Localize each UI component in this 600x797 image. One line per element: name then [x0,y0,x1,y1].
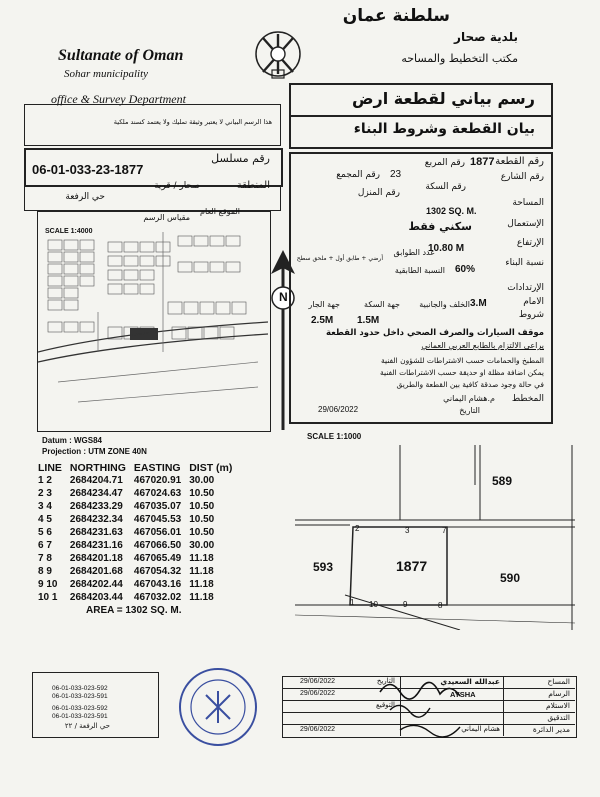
cell: 467032.02 [133,592,182,603]
projection-label: Projection [42,447,82,456]
vertex-10: 10 [369,600,378,609]
cell: 467035.07 [133,501,182,512]
cell: 2684232.34 [69,514,123,525]
ref-1: 06-01-033-023-592 [52,685,108,692]
cell: 10 1 [38,592,58,603]
alley-label: رقم السكة [425,182,466,192]
oman-emblem-icon [253,26,303,86]
vertex-7: 7 [442,526,447,535]
back-side-value: 1.5M [357,315,380,326]
planner-value: م.هشام اليماني [443,394,495,403]
cell: 2684231.63 [69,527,123,538]
subtitle: بيان القطعة وشروط البناء [353,121,535,137]
plot-no: 1877 [470,156,495,168]
plot-589: 589 [492,474,513,488]
logo-arabic-text: سلطنة عمان [342,6,450,26]
date-label-1: التاريخ [376,677,395,685]
date-3: 29/06/2022 [300,726,336,733]
front-label: الامام [523,297,544,307]
cell: 10.50 [189,527,215,538]
cell: 467066.50 [133,540,182,551]
cell: 2684203.44 [69,592,123,603]
cell: 467054.32 [133,566,182,577]
plot-590: 590 [500,571,521,585]
cell: 2684231.16 [69,540,123,551]
complex-label: رقم المجمع [336,170,380,180]
en-municipality: Sohar municipality [64,68,149,80]
surveyed-name: عبدالله السعيدي [440,677,500,686]
plot-diagram [290,445,580,630]
height-value: 10.80 M [428,243,465,254]
use-value: سكني فقط [408,220,472,233]
floors-label: عدد الطوابق [393,248,435,257]
vertex-2: 2 [355,524,360,533]
surveyed-label: المساح [547,677,570,686]
projection-value: UTM ZONE 40N [88,447,147,456]
region-label: المنطقة [236,180,270,191]
coordinate-table [34,461,236,604]
house-label: رقم المنزل [357,188,400,198]
floor-ratio-label: النسبة الطابقية [394,266,445,275]
drawn-name: AYSHA [450,690,476,699]
ar-department: مكتب التخطيط والمساحه [401,52,518,65]
cell: 11.18 [189,579,214,590]
cell: 467024.63 [133,488,182,499]
front-value: 3.M [470,298,487,309]
cell: 467045.53 [133,514,182,525]
date-1: 29/06/2022 [300,678,336,685]
table-row [34,487,236,500]
cell: 467056.01 [133,527,182,538]
en-department: office & Survey Department [51,92,186,106]
parking-note: موقف السيارات والصرف الصحي داخل حدود القطعة [325,328,544,338]
setbacks-label: الإرتدادات [507,283,544,293]
back-side-label: الخلف والجانبية [419,300,470,309]
block-label: رقم المربع [424,158,465,168]
neighbor-label: جهة الجار [308,300,340,309]
fee-label: الاستلام [545,701,570,710]
cell: 10.50 [189,514,215,525]
note-4: في حالة وجود صدقة كافية بين القطعة والطريق [396,380,544,389]
disclaimer: هذا الرسم البياني لا يعتبر وثيقة تمليك ولا يعتمد كسند ملكية [113,118,272,126]
general-location-label: الموقع العام [200,207,240,216]
height-label: الإرتفاع [516,238,544,248]
official-stamp-icon [176,665,261,750]
cell: 467043.16 [133,579,182,590]
area-value: 1302 SQ. M. [426,206,477,216]
location-map-drawing [38,212,268,429]
floors-value: أرضي + طابق أول + ملحق سطح [296,255,383,262]
cell: 11.18 [189,592,214,603]
vertex-9: 9 [403,600,408,609]
note-1: يراعى الالتزام بالطابع العربي العماني [421,341,544,350]
cell: 4 5 [38,514,52,525]
street-label: رقم الشارع [500,172,544,182]
cell: 30.00 [189,475,215,486]
cell: 11.18 [189,553,214,564]
table-row [34,526,236,539]
map-scale: SCALE 1:4000 [45,228,93,235]
cell: 6 7 [38,540,52,551]
table-row [34,474,236,487]
sign-label: التوقيع [376,701,395,709]
cell: 467020.91 [133,475,182,486]
ref-2: 06-01-033-023-591 [52,693,108,700]
date-label: التاريخ [459,406,480,415]
neighbor-value: 2.5M [311,315,334,326]
conditions-label: شروط [518,310,544,320]
cell: 1 2 [38,475,52,486]
note-3: يمكن اضافة مظلة او حديقة حسب الاشتراطات الفنية [379,368,544,377]
table-row [34,591,236,604]
datum-label: Datum [42,436,67,445]
vertex-1: 1 [350,598,355,607]
area-total: AREA = 1302 SQ. M. [86,605,182,616]
block-no: 23 [390,169,402,180]
vertex-3: 3 [405,526,410,535]
datum: Datum : WGS84 [42,436,103,445]
table-row [34,565,236,578]
col-easting: EASTING [133,461,181,474]
table-row [34,552,236,565]
drawn-label: الرسام [548,689,570,698]
checked-label: التدقيق [547,713,570,722]
title: رسم بياني لقطعة ارض [351,89,535,108]
cell: 10.50 [189,501,215,512]
cell: 2684202.44 [69,579,123,590]
plot-1877: 1877 [396,558,428,574]
ref-3: 06-01-033-023-592 [52,705,108,712]
plot-593: 593 [313,560,334,574]
alley-side-label: جهة السكة [364,300,400,309]
note-2: المطبخ والحمامات حسب الاشتراطات للشؤون الفنية [380,356,544,365]
cell: 9 10 [38,579,58,590]
cell: 3 4 [38,501,52,512]
cell: 2684201.68 [69,566,123,577]
col-northing: NORTHING [69,461,126,474]
cell: 2684201.18 [69,553,123,564]
date-value: 29/06/2022 [318,405,359,414]
vertex-8: 8 [438,601,443,610]
ar-municipality: بلدية صحار [454,30,518,44]
region-value: صحار / قرية [154,181,200,191]
quarter-value: حي الرفعة [65,192,105,202]
cell: 7 8 [38,553,52,564]
serial-label: رقم مسلسل [211,152,270,165]
ref-4: 06-01-033-023-591 [52,713,108,720]
table-row [34,500,236,513]
col-dist: DIST (m) [189,461,233,474]
plot-no-label: رقم القطعة [495,156,544,167]
ratio-value: 60% [455,264,476,275]
cell: 30.00 [189,540,215,551]
cell: 2684233.29 [69,501,123,512]
plot-scale: SCALE 1:1000 [307,432,362,441]
ref-quarter: حي الرفعة / ٢٢ [64,722,110,730]
cell: 2 3 [38,488,52,499]
cell: 11.18 [189,566,214,577]
cell: 8 9 [38,566,52,577]
planner-label: المخطط [511,394,544,404]
director-name: هشام اليماني [461,725,500,733]
ratio-label: نسبة البناء [505,258,544,268]
serial-value: 06-01-033-23-1877 [32,162,144,177]
date-2: 29/06/2022 [300,690,336,697]
table-row [34,578,236,591]
use-label: الإستعمال [507,219,544,229]
director-label: مدير الدائرة [532,725,570,734]
area-label: المساحة [512,198,544,208]
en-country: Sultanate of Oman [58,47,184,64]
cell: 10.50 [189,488,215,499]
north-label: N [279,290,288,304]
table-row [34,539,236,552]
datum-value: WGS84 [74,436,103,445]
signature-scribble-icon [370,672,490,742]
cell: 2684204.71 [69,475,123,486]
cell: 467065.49 [133,553,182,564]
col-line: LINE [38,461,62,474]
map-scale-label: مقياس الرسم [143,213,190,222]
table-row [34,513,236,526]
cell: 5 6 [38,527,52,538]
cell: 2684234.47 [69,488,123,499]
projection: Projection : UTM ZONE 40N [42,447,147,456]
